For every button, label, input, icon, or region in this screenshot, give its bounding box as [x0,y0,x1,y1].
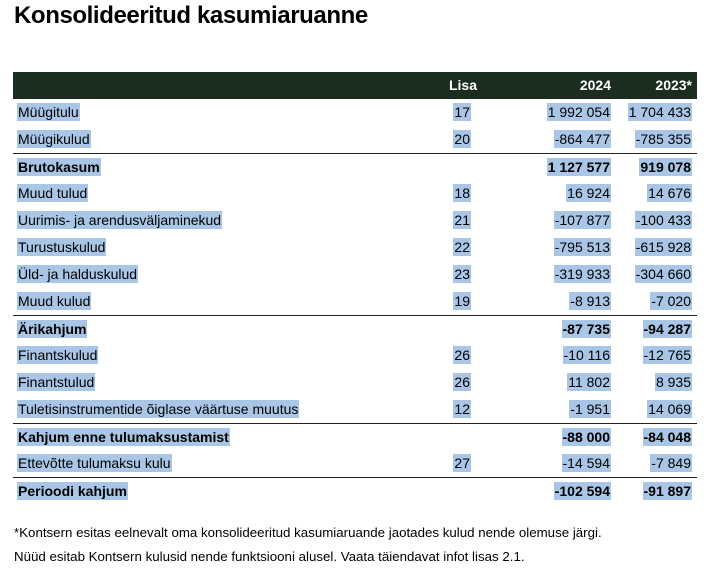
row-label-text: Kahjum enne tulumaksustamist [18,429,229,445]
row-value-2024 [523,207,611,234]
row-value-2024 [523,99,611,126]
table-row [13,99,697,126]
row-value-2024-text: -795 513 [554,239,610,255]
row-note-text: 21 [454,212,470,228]
row-value-2023 [620,180,692,207]
row-value-2023-text: 919 078 [640,159,691,175]
row-note [453,342,471,369]
row-label [17,207,222,234]
row-label [17,288,91,315]
row-value-2024-text: 16 924 [567,185,610,201]
row-note [453,450,471,477]
row-label [17,126,91,153]
row-label [17,424,230,451]
page-title: Konsolideeritud kasumiaruanne [14,2,368,29]
table-row [13,153,697,180]
row-value-2024 [523,342,611,369]
row-value-2023 [620,207,692,234]
row-value-2023-text: -94 287 [643,321,691,337]
table-row [13,207,697,234]
row-value-2023-text: -785 355 [635,131,691,147]
row-value-2023 [620,261,692,288]
row-note [453,154,471,181]
row-label [17,234,106,261]
row-label [17,396,299,423]
row-value-2024-text: -14 594 [562,455,610,471]
row-value-2024 [523,316,611,343]
row-value-2023 [620,126,692,153]
row-label [17,261,138,288]
row-label-text: Turustuskulud [18,239,106,255]
row-value-2023-text: 8 935 [655,374,691,390]
table-row [13,342,697,369]
row-label-text: Perioodi kahjum [18,483,127,499]
row-label-text: Müügitulu [18,104,79,120]
row-value-2023-text: -304 660 [635,266,691,282]
row-label-text: Üld- ja halduskulud [18,266,138,282]
row-value-2024-text: -88 000 [562,429,610,445]
row-value-2023 [620,288,692,315]
row-value-2024 [523,288,611,315]
row-label-text: Tuletisinstrumentide õiglase väärtuse muutus [18,401,299,417]
row-value-2024 [523,369,611,396]
row-value-2024-text: -864 477 [554,131,610,147]
row-note [453,234,471,261]
row-value-2024 [523,154,611,181]
table-row [13,369,697,396]
footnote-line-1: *Kontsern esitas eelnevalt oma konsolideeritud kasumiaruande jaotades kulud nende olemuse järgi. [14,525,602,540]
row-value-2024 [523,234,611,261]
row-value-2024-text: -1 951 [570,401,610,417]
table-row [13,126,697,153]
row-note-text: 23 [454,266,470,282]
row-label-text: Muud kulud [18,293,91,309]
row-value-2023 [620,99,692,126]
row-value-2023 [620,154,692,181]
row-value-2023-text: -12 765 [643,347,691,363]
row-value-2024-text: -319 933 [554,266,610,282]
row-note-text: 17 [454,104,470,120]
table-row [13,396,697,423]
row-label-text: Ärikahjum [18,321,87,337]
row-note-text: 12 [454,401,470,417]
row-label [17,154,101,181]
row-note-text: 22 [454,239,470,255]
table-header [13,72,697,99]
row-note-text: 20 [454,131,470,147]
header-2023: 2023* [655,77,692,93]
row-note-text: 27 [454,455,470,471]
row-value-2023-text: -100 433 [635,212,691,228]
row-label-text: Muud tulud [18,185,88,201]
row-value-2023-text: -7 020 [651,293,691,309]
row-label [17,180,88,207]
footnote-line-2: Nüüd esitab Kontsern kulusid nende funktsiooni alusel. Vaata täiendavat infot lisas 2.1. [14,549,525,564]
row-value-2023 [620,369,692,396]
table-row [13,261,697,288]
row-note [453,288,471,315]
row-value-2023-text: -615 928 [635,239,691,255]
table-row [13,477,697,504]
header-2024: 2024 [579,77,611,93]
row-note [453,424,471,451]
row-value-2023-text: 14 069 [648,401,691,417]
row-label-text: Ettevõtte tulumaksu kulu [18,455,171,471]
row-value-2023 [620,450,692,477]
row-value-2024-text: 11 802 [568,374,610,390]
row-value-2024-text: 1 992 054 [547,104,610,120]
income-statement-table [13,72,697,504]
row-value-2023-text: -84 048 [643,429,691,445]
row-label-text: Uurimis- ja arendusväljaminekud [18,212,222,228]
row-note [453,207,471,234]
row-note-text: 26 [454,347,470,363]
row-value-2023 [620,234,692,261]
row-note-text: 19 [454,293,470,309]
row-note [453,126,471,153]
row-label-text: Finantstulud [18,374,95,390]
row-label [17,316,87,343]
row-note [453,316,471,343]
row-value-2024-text: -10 116 [563,347,610,363]
row-value-2023 [620,316,692,343]
row-value-2024 [523,450,611,477]
row-value-2024-text: -8 913 [570,293,610,309]
row-note [453,99,471,126]
row-note-text: 26 [454,374,470,390]
table-row [13,423,697,450]
row-label [17,369,95,396]
table-row [13,288,697,315]
row-label-text: Finantskulud [18,347,98,363]
row-value-2023 [620,478,692,505]
row-label [17,342,98,369]
row-note [453,180,471,207]
row-value-2024 [523,126,611,153]
row-value-2024-text: -107 877 [554,212,610,228]
row-note [453,478,471,505]
row-value-2023-text: 14 676 [648,185,691,201]
row-label [17,450,172,477]
row-value-2024-text: -102 594 [554,483,610,499]
row-value-2024 [523,478,611,505]
row-label-text: Brutokasum [18,159,100,175]
row-note [453,369,471,396]
table-row [13,180,697,207]
footnote [14,521,704,569]
row-label [17,99,80,126]
table-body [13,99,697,504]
row-value-2024-text: -87 735 [562,321,610,337]
row-note-text: 18 [454,185,470,201]
table-row [13,234,697,261]
row-label-text: Müügikulud [18,131,90,147]
row-value-2024 [523,424,611,451]
row-value-2023 [620,396,692,423]
table-row [13,450,697,477]
header-note: Lisa [448,77,477,93]
table-row [13,315,697,342]
row-value-2024 [523,261,611,288]
row-label [17,478,128,505]
row-value-2024-text: 1 127 577 [547,159,610,175]
row-note [453,396,471,423]
row-value-2024 [523,180,611,207]
row-value-2023 [620,342,692,369]
row-value-2023 [620,424,692,451]
row-value-2023-text: 1 704 433 [628,104,691,120]
row-value-2023-text: -7 849 [651,455,691,471]
row-value-2024 [523,396,611,423]
row-note [453,261,471,288]
row-value-2023-text: -91 897 [643,483,691,499]
